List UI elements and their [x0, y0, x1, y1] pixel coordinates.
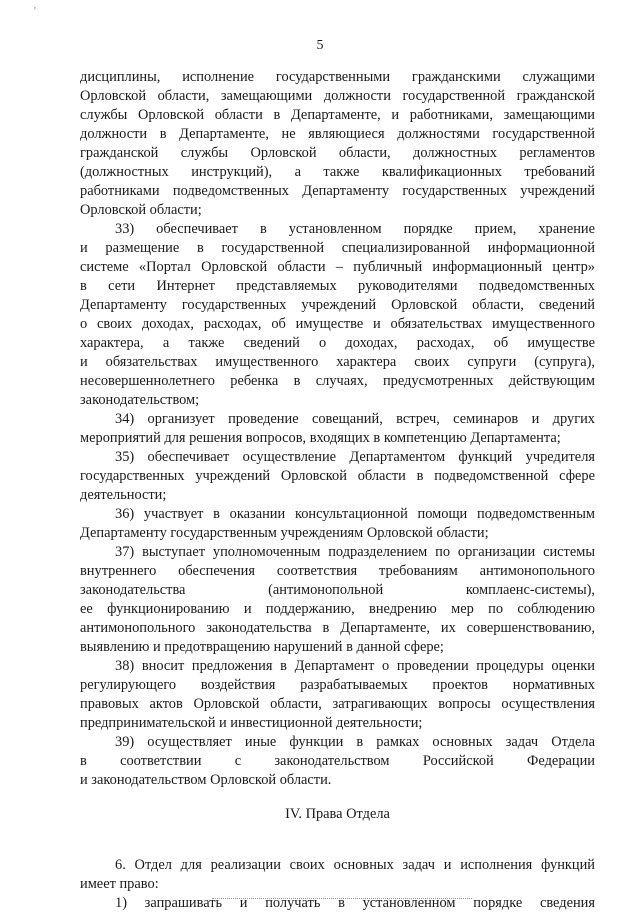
- text-line: государственных учреждений Орловской области в подведомственной сфере: [80, 468, 595, 484]
- text-line: Орловской области;: [80, 202, 202, 218]
- text-line: регулирующего воздействия разрабатываемых проектов нормативных: [80, 677, 595, 693]
- text-line: характера, а также сведений о доходах, расходах, об имуществе: [80, 335, 595, 351]
- text-line: 33) обеспечивает в установленном порядке прием, хранение: [115, 221, 595, 237]
- text-line: законодательством;: [80, 392, 200, 408]
- text-line: 38) вносит предложения в Департамент о проведении процедуры оценки: [115, 658, 595, 674]
- text-line: Департаменту государственным учреждениям Орловской области;: [80, 525, 489, 541]
- footer-divider: [212, 898, 472, 899]
- text-line: дисциплины, исполнение государственными гражданскими служащими: [80, 69, 595, 85]
- document-body: [80, 68, 595, 913]
- text-line: службы Орловской области в Департаменте, и работниками, замещающими: [80, 107, 595, 123]
- text-line: и размещение в государственной специализированной информационной: [80, 240, 595, 256]
- text-line: Орловской области, замещающими должности государственной гражданской: [80, 88, 595, 104]
- text-line: 6. Отдел для реализации своих основных задач и исполнения функций: [115, 857, 595, 873]
- section-heading: IV. Права Отдела: [285, 806, 390, 822]
- text-line: о своих доходах, расходах, об имуществе и обязательствах имущественного: [80, 316, 595, 332]
- text-line: 37) выступает уполномоченным подразделением по организации системы: [115, 544, 595, 560]
- text-line: выявлению и предотвращению нарушений в данной сфере;: [80, 639, 444, 655]
- text-line: гражданской службы Орловской области, должностных регламентов: [80, 145, 595, 161]
- text-line: 36) участвует в оказании консультационной помощи подведомственным: [115, 506, 595, 522]
- text-line: работниками подведомственных Департаменту государственных учреждений: [80, 183, 595, 199]
- corner-mark: ': [34, 6, 36, 17]
- text-line: и законодательством Орловской области.: [80, 772, 332, 788]
- text-line: законодательства (антимонопольной комплаенс-системы),: [80, 582, 595, 598]
- text-line: Департаменту государственных учреждений Орловской области, сведений: [80, 297, 595, 313]
- page-number: 5: [316, 38, 324, 53]
- text-line: ее функционированию и поддержанию, внедрению мер по соблюдению: [80, 601, 595, 617]
- text-line: 39) осуществляет иные функции в рамках основных задач Отдела: [115, 734, 595, 750]
- text-line: правовых актов Орловской области, затрагивающих вопросы осуществления: [80, 696, 595, 712]
- text-line: в сети Интернет представляемых руководителями подведомственных: [80, 278, 595, 294]
- text-line: системе «Портал Орловской области – публичный информационный центр»: [80, 259, 595, 275]
- text-line: деятельности;: [80, 487, 167, 503]
- text-line: внутреннего обеспечения соответствия требованиям антимонопольного: [80, 563, 595, 579]
- text-line: мероприятий для решения вопросов, входящих в компетенцию Департамента;: [80, 430, 561, 446]
- text-line: в соответствии с законодательством Российской Федерации: [80, 753, 595, 769]
- text-line: (должностных инструкций), а также квалификационных требований: [80, 164, 595, 180]
- text-line: несовершеннолетнего ребенка в случаях, предусмотренных действующим: [80, 373, 595, 389]
- text-line: должности в Департаменте, не являющиеся должностями государственной: [80, 126, 595, 142]
- text-line: предпринимательской и инвестиционной деятельности;: [80, 715, 423, 731]
- text-line: и обязательствах имущественного характера своих супруги (супруга),: [80, 354, 595, 370]
- text-line: 35) обеспечивает осуществление Департаментом функций учредителя: [115, 449, 595, 465]
- text-line: 34) организует проведение совещаний, встреч, семинаров и других: [115, 411, 595, 427]
- text-line: имеет право:: [80, 876, 159, 892]
- text-line: антимонопольного законодательства в Департаменте, их совершенствованию,: [80, 620, 595, 636]
- text-line: 1) запрашивать и получать в установленном порядке сведения: [115, 895, 595, 911]
